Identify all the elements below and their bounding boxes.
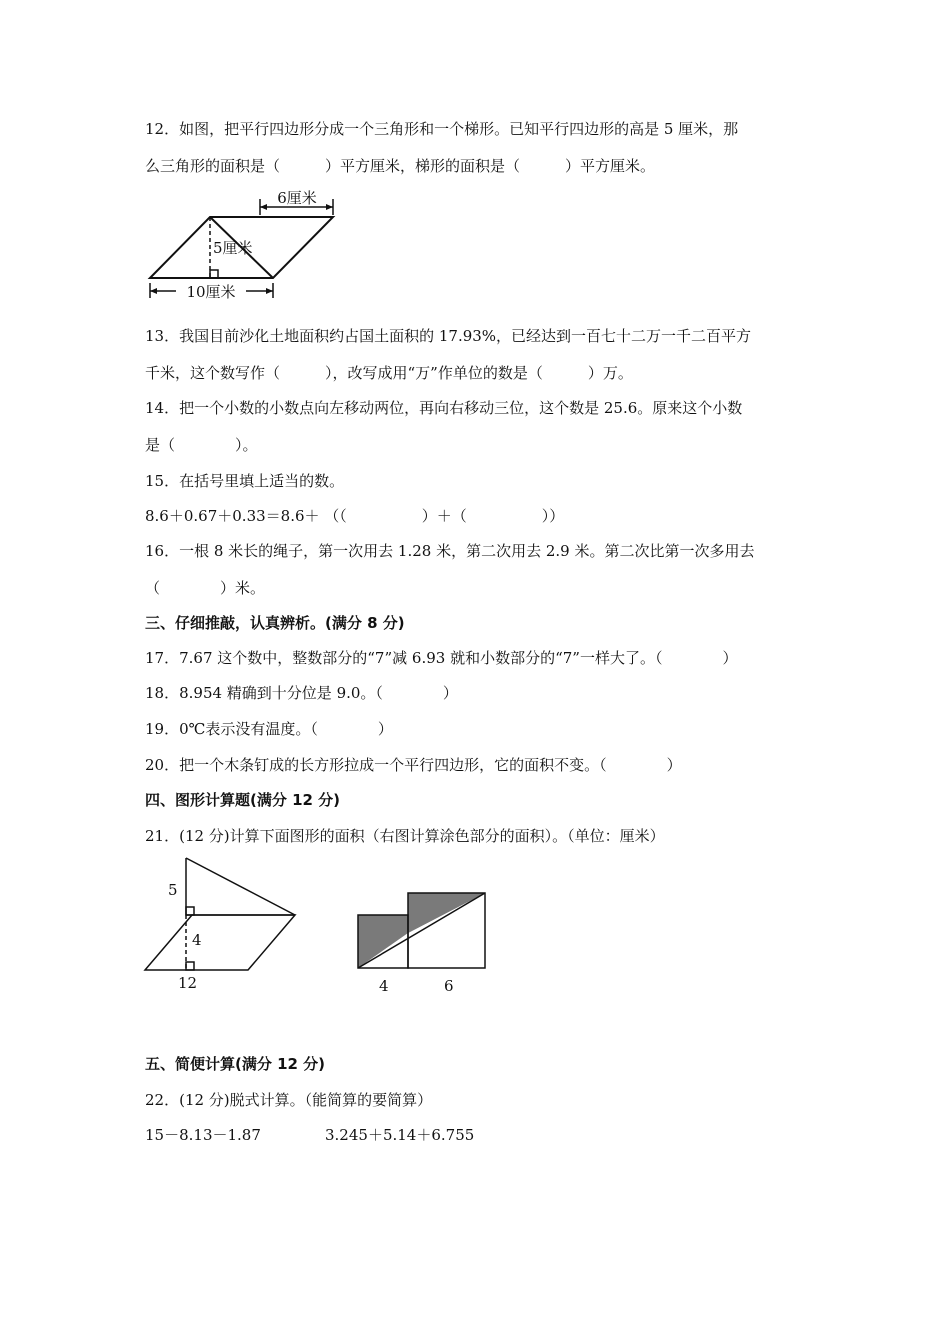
q12-parallelogram-figure: [140, 185, 350, 305]
section4-heading: 四、图形计算题(满分 12 分): [145, 791, 341, 809]
q19: 19．0℃表示没有温度。（ ）: [145, 720, 393, 738]
q20: 20．把一个木条钉成的长方形拉成一个平行四边形，它的面积不变。（ ）: [145, 756, 682, 774]
q18: 18．8.954 精确到十分位是 9.0。（ ）: [145, 684, 458, 702]
section3-heading: 三、仔细推敲，认真辨析。(满分 8 分): [145, 614, 405, 632]
label-4: 4: [192, 931, 202, 949]
q16-line1: 16．一根 8 米长的绳子，第一次用去 1.28 米，第二次用去 2.9 米。第二次比第一次多用去: [145, 542, 755, 560]
label-5cm: 5厘米: [213, 239, 253, 257]
q17: 17．7.67 这个数中，整数部分的“7”减 6.93 就和小数部分的“7”一样大了。（ ）: [145, 649, 738, 667]
label-12: 12: [178, 974, 198, 992]
label-4-right: 4: [379, 977, 389, 995]
label-5: 5: [168, 881, 178, 899]
q14-line2: 是（ ）。: [145, 436, 258, 454]
q21-left-figure: [140, 850, 310, 995]
q16-line2: （ ）米。: [145, 579, 266, 597]
q21-text: 21．(12 分)计算下面图形的面积（右图计算涂色部分的面积）。（单位：厘米）: [145, 827, 665, 845]
q13-line1: 13．我国目前沙化土地面积约占国土面积的 17.93%，已经达到一百七十二万一千二百平方: [145, 327, 752, 345]
q21-right-figure: [350, 885, 500, 1000]
q15-line2: 8.6＋0.67＋0.33＝8.6＋ （（ ）＋（ ））: [145, 507, 565, 525]
section5-heading: 五、简便计算(满分 12 分): [145, 1055, 326, 1073]
q13-line2: 千米，这个数写作（ ），改写成用“万”作单位的数是（ ）万。: [145, 364, 633, 382]
label-6-right: 6: [444, 977, 454, 995]
q22-expr2: 3.245＋5.14＋6.755: [325, 1126, 475, 1144]
label-6cm: 6厘米: [277, 189, 317, 207]
q12-line2: 么三角形的面积是（ ）平方厘米，梯形的面积是（ ）平方厘米。: [145, 157, 656, 175]
q12-line1: 12．如图，把平行四边形分成一个三角形和一个梯形。已知平行四边形的高是 5 厘米，那: [145, 120, 739, 138]
label-10cm: 10厘米: [186, 283, 236, 301]
q14-line1: 14．把一个小数的小数点向左移动两位，再向右移动三位，这个数是 25.6。原来这个小数: [145, 399, 743, 417]
q22-expr1: 15－8.13－1.87: [145, 1126, 261, 1144]
q15-line1: 15．在括号里填上适当的数。: [145, 472, 345, 490]
q22-text: 22．(12 分)脱式计算。（能简算的要简算）: [145, 1091, 433, 1109]
